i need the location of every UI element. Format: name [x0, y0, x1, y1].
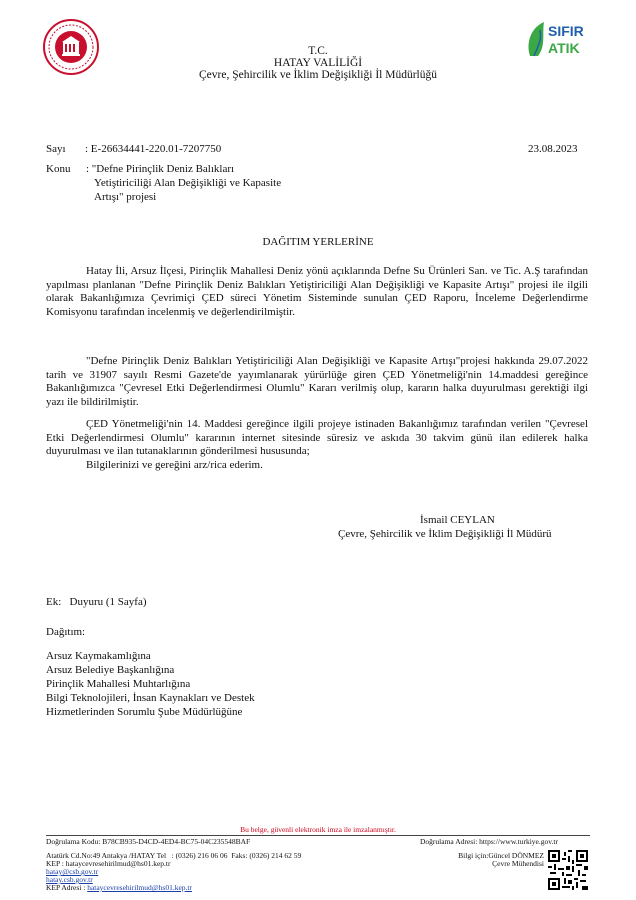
- kep-line: KEP : hataycevresehirilmud@hs01.kep.tr: [46, 859, 171, 868]
- distribution-item: Hizmetlerinden Sorumlu Şube Müdürlüğüne: [46, 706, 243, 718]
- attachment-line: Ek: Duyuru (1 Sayfa): [46, 596, 147, 608]
- konu-line-1: : "Defne Pirinçlik Deniz Balıkları: [86, 163, 235, 175]
- kep-address-label: KEP Adresi :: [46, 883, 88, 892]
- qr-code: [548, 850, 588, 890]
- body-paragraph-4: Bilgilerinizi ve gereğini arz/rica ederim.: [86, 459, 263, 471]
- body-paragraph-1: Hatay İli, Arsuz İlçesi, Pirinçlik Mahallesi Deniz yönü açıklarında Defne Su Ürünleri San. ve Tic. A.Ş tarafından yapılması planlanan "Defne Pirinçlik Deniz Balıkları Yetiştiriciliği Alan Değişikliği ve Kapasite Artışı" projesi ile ilgili olarak Bakanlığımıza Çevrimiçi ÇED süreci Yönetim Sisteminde sunulan ÇED Raporu, İnceleme Değerlendirme Komisyonu tarafından incelenmiş ve değerlendirilmiştir.: [46, 265, 588, 318]
- body-paragraph-2: "Defne Pirinçlik Deniz Balıkları Yetiştiriciliği Alan Değişikliği ve Kapasite Artışı"projesi hakkında 29.07.2022 tarih ve 31907 sayılı Resmi Gazete'de yayımlanarak yürürlüğe giren ÇED Yönetmeliği'nin 14.maddesi gereğince Bakanlığımızca "Çevresel Etki Değerlendirmesi Olumlu" Kararı verilmiş olup, kararın halka duyurulması gerektiği ilgi yazı ile bildirilmiştir.: [46, 355, 588, 408]
- distribution-item: Arsuz Belediye Başkanlığına: [46, 664, 175, 676]
- email-link[interactable]: hatay@csb.gov.tr: [46, 867, 99, 876]
- logo-text-bottom: ATIK: [548, 40, 580, 56]
- info-title: Çevre Mühendisi: [492, 859, 544, 868]
- body-paragraph-3: ÇED Yönetmeliği'nin 14. Maddesi gereğince ilgili projeye istinaden Bakanlığımız tarafından verilen "Çevresel Etki Değerlendirmesi Olumlu" kararının internet sitesinde süresiz ve askıda 30 takvim günü ilan edilerek halka duyurulması ve ilan tutanaklarının gönderilmesi hususunda;: [46, 418, 588, 457]
- sayi-label: Sayı: [46, 143, 66, 155]
- distribution-label: Dağıtım:: [46, 626, 86, 638]
- footer-divider: [46, 835, 590, 836]
- header-tc: T.C.: [308, 45, 328, 57]
- info-contact: Bilgi için:Güncel DÖNMEZ: [458, 851, 544, 860]
- verify-address: Doğrulama Adresi: https://www.turkiye.gov.tr: [420, 837, 558, 846]
- logo-text-top: SIFIR: [548, 23, 584, 39]
- konu-label: Konu: [46, 163, 71, 175]
- konu-line-3: Artışı" projesi: [94, 191, 157, 203]
- distribution-item: Bilgi Teknolojileri, İnsan Kaynakları ve Destek: [46, 692, 255, 704]
- kep-address-row: [46, 884, 192, 893]
- konu-line-2: Yetiştiriciliği Alan Değişikliği ve Kapasite: [94, 177, 282, 189]
- web-link[interactable]: hatay.csb.gov.tr: [46, 875, 93, 884]
- signatory-title: Çevre, Şehircilik ve İklim Değişikliği İl Müdürü: [338, 528, 552, 540]
- esign-note: Bu belge, güvenli elektronik imza ile imzalanmıştır.: [240, 825, 396, 834]
- verify-code: Doğrulama Kodu: B78CB935-D4CD-4ED4-BC75-04C235548BAF: [46, 837, 251, 846]
- distribution-item: Pirinçlik Mahallesi Muhtarlığına: [46, 678, 191, 690]
- kep-address-link[interactable]: hataycevresehirilmud@hs01.kep.tr: [87, 883, 192, 892]
- signatory-name: İsmail CEYLAN: [420, 514, 495, 526]
- address-line: Atatürk Cd.No:49 Antakya /HATAY Tel : (0326) 216 06 06 Faks: (0326) 214 62 59: [46, 851, 302, 860]
- document-date: 23.08.2023: [528, 143, 578, 155]
- recipient-title: DAĞITIM YERLERİNE: [262, 236, 374, 248]
- header-directorate: Çevre, Şehircilik ve İklim Değişikliği İl Müdürlüğü: [199, 69, 437, 81]
- sayi-value: : E-26634441-220.01-7207750: [85, 143, 222, 155]
- header-governorship: HATAY VALİLİĞİ: [273, 57, 363, 69]
- distribution-item: Arsuz Kaymakamlığına: [46, 650, 151, 662]
